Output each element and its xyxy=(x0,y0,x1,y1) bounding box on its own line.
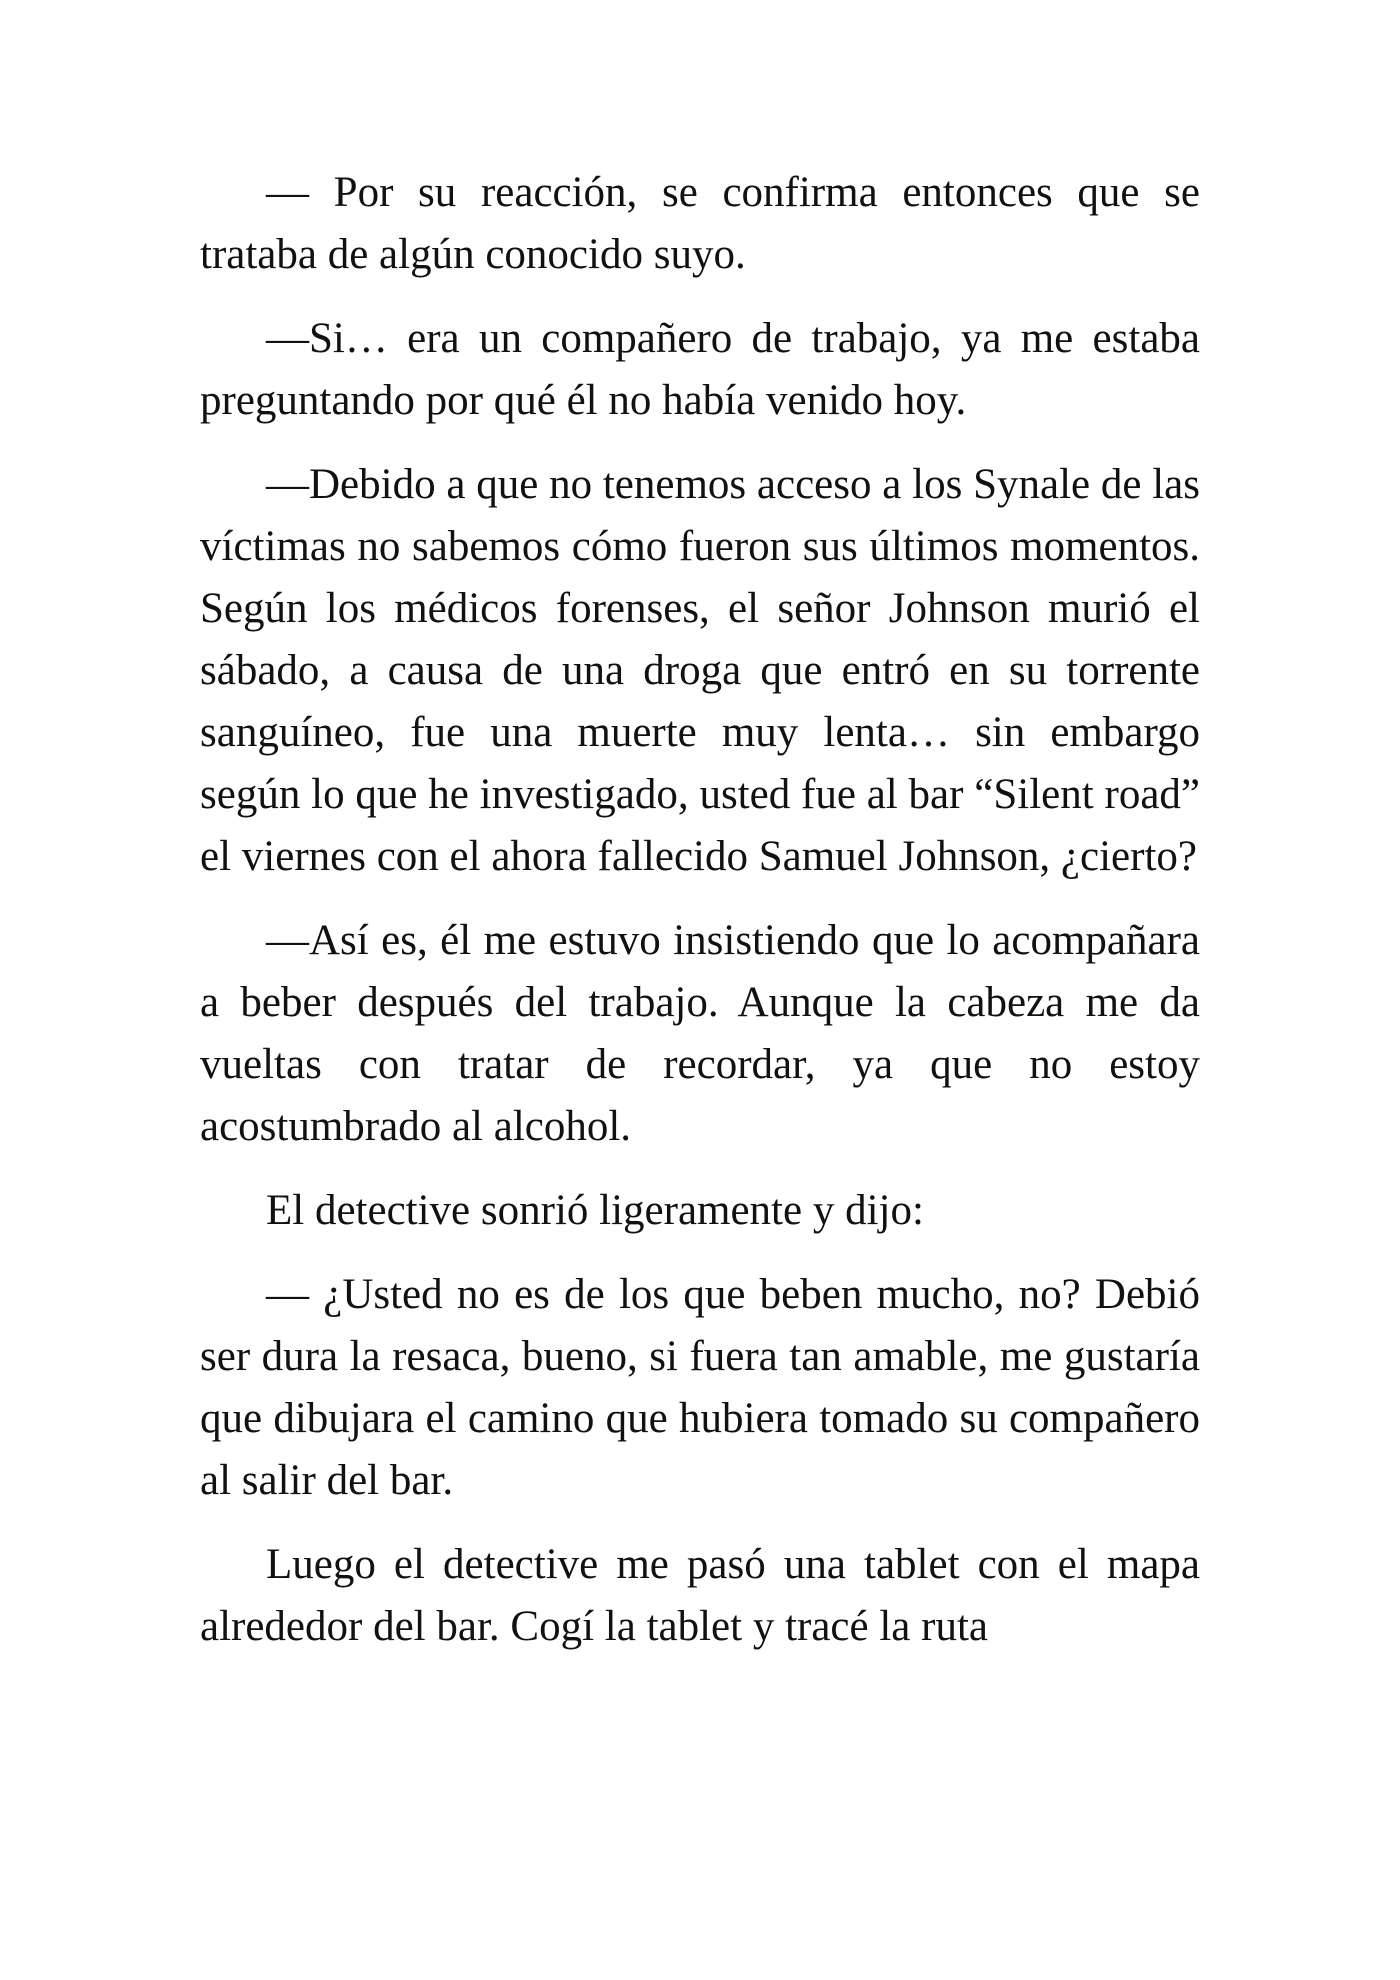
book-page xyxy=(200,162,1200,1680)
paragraph: — ¿Usted no es de los que beben mucho, no? Debió ser dura la resaca, bueno, si fuera tan amable, me gustaría que dibujara el camino que hubiera tomado su compañero al salir del bar. xyxy=(200,1271,1200,1504)
paragraph: Luego el detective me pasó una tablet con el mapa alrededor del bar. Cogí la tablet y tracé la ruta xyxy=(200,1541,1200,1650)
paragraph: —Si… era un compañero de trabajo, ya me estaba preguntando por qué él no había venido hoy. xyxy=(200,315,1200,424)
paragraph: El detective sonrió ligeramente y dijo: xyxy=(266,1187,924,1234)
paragraph: —Así es, él me estuvo insistiendo que lo acompañara a beber después del trabajo. Aunque la cabeza me da vueltas con tratar de recordar, ya que no estoy acostumbrado al alcohol. xyxy=(200,917,1200,1150)
paragraph: —Debido a que no tenemos acceso a los Synale de las víctimas no sabemos cómo fueron sus últimos momentos. Según los médicos forenses, el señor Johnson murió el sábado, a causa de una droga que entró en su torrente sanguíneo, fue una muerte muy lenta… sin embargo según lo que he investigado, usted fue al bar “Silent road” el viernes con el ahora fallecido Samuel Johnson, ¿cierto? xyxy=(200,461,1200,880)
paragraph: — Por su reacción, se confirma entonces que se trataba de algún conocido suyo. xyxy=(200,169,1200,278)
